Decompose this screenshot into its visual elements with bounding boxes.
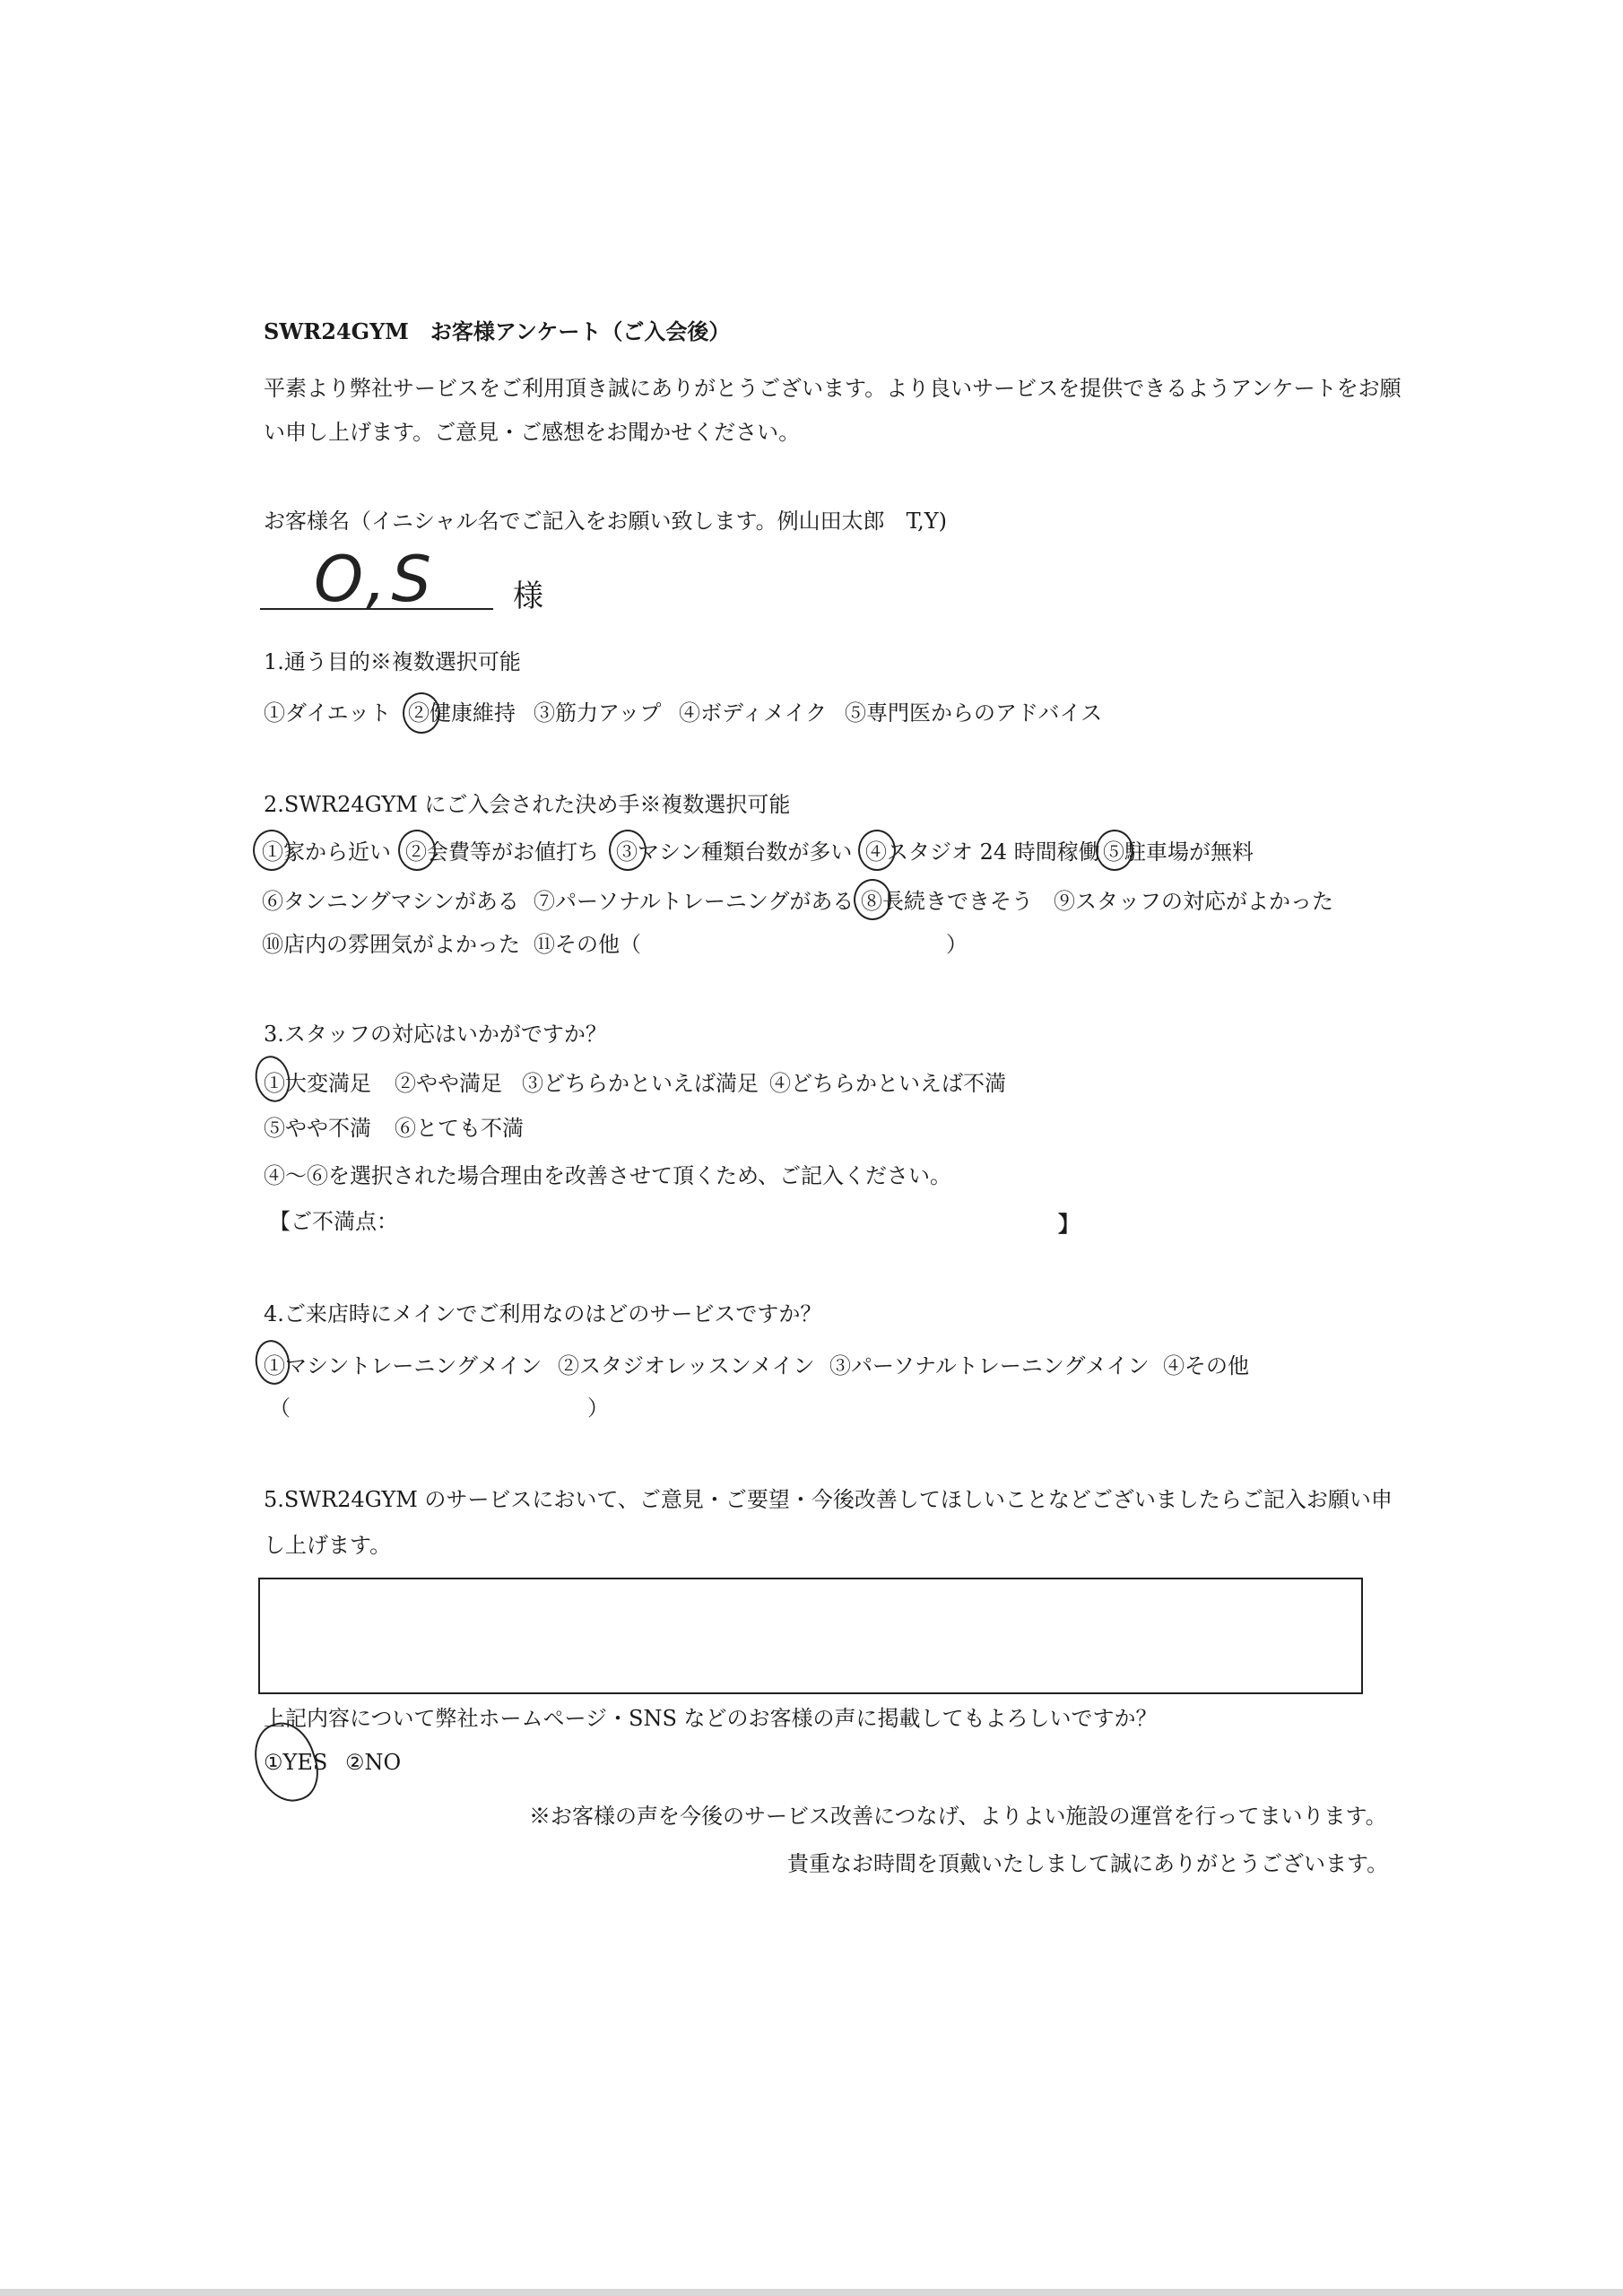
q4-title: 4.ご来店時にメインでご利用なのはどのサービスですか？ bbox=[264, 1301, 822, 1326]
name-underline bbox=[260, 608, 493, 610]
q3-option-2: ②やや満足 bbox=[395, 1071, 502, 1096]
q4-option-2: ②スタジオレッスンメイン bbox=[558, 1353, 815, 1378]
consent-question: 上記内容について弊社ホームページ・SNS などのお客様の声に掲載してもよろしいですか？ bbox=[264, 1706, 1158, 1731]
q1-option-3: ③筋力アップ bbox=[534, 700, 662, 726]
q2-option-3: ③マシン種類台数が多い bbox=[616, 839, 853, 865]
intro-line-1: 平素より弊社サービスをご利用頂き誠にありがとうございます。より良いサービスを提供できるようアンケートをお願 bbox=[264, 376, 1402, 401]
q3-complaint-close: 】 bbox=[1058, 1211, 1080, 1237]
q5-title-line-1: 5.SWR24GYM のサービスにおいて、ご意見・ご要望・今後改善してほしいことなどございましたらご記入お願い申 bbox=[264, 1487, 1393, 1512]
q3-option-3: ③どちらかといえば満足 bbox=[522, 1071, 759, 1096]
q5-title-line-2: し上げます。 bbox=[264, 1533, 392, 1558]
name-label: お客様名（イニシャル名でご記入をお願い致します。例山田太郎 T,Y) bbox=[264, 509, 947, 534]
q2-option-1: ①家から近い bbox=[262, 839, 391, 865]
q1-option-1: ①ダイエット bbox=[264, 700, 392, 726]
intro-line-2: い申し上げます。ご意見・ご感想をお聞かせください。 bbox=[264, 420, 801, 445]
consent-no: ②NO bbox=[345, 1750, 402, 1775]
q2-title: 2.SWR24GYM にご入会された決め手※複数選択可能 bbox=[264, 792, 791, 817]
q3-option-1: ①大変満足 bbox=[264, 1071, 371, 1096]
q3-title: 3.スタッフの対応はいかがですか？ bbox=[264, 1022, 607, 1047]
scan-edge bbox=[0, 2289, 1623, 2296]
q2-option-11: ⑪その他（ bbox=[534, 932, 641, 957]
q2-option-9: ⑨スタッフの対応がよかった bbox=[1054, 889, 1333, 914]
survey-title: SWR24GYM お客様アンケート（ご入会後） bbox=[264, 318, 731, 344]
q2-option-4: ④スタジオ 24 時間稼働 bbox=[865, 839, 1100, 865]
footer-line-1: ※お客様の声を今後のサービス改善につなげ、よりよい施設の運営を行ってまいります。 bbox=[529, 1804, 1387, 1829]
q2-option-10: ⑩店内の雰囲気がよかった bbox=[262, 932, 520, 957]
q2-other-close: ） bbox=[946, 932, 968, 957]
comment-box[interactable] bbox=[258, 1578, 1363, 1694]
q4-option-3: ③パーソナルトレーニングメイン bbox=[829, 1353, 1150, 1378]
q2-option-7: ⑦パーソナルトレーニングがある bbox=[534, 889, 855, 914]
consent-yes: ①YES bbox=[264, 1750, 328, 1775]
q1-option-2: ②健康維持 bbox=[408, 700, 516, 726]
q4-option-1: ①マシントレーニングメイン bbox=[264, 1353, 542, 1378]
q4-other-close: ） bbox=[587, 1396, 609, 1421]
q2-option-5: ⑤駐車場が無料 bbox=[1103, 839, 1254, 865]
q1-title: 1.通う目的※複数選択可能 bbox=[264, 649, 521, 674]
q4-option-4: ④その他 bbox=[1163, 1353, 1249, 1378]
q3-option-5: ⑤やや不満 bbox=[264, 1116, 371, 1141]
name-suffix: 様 bbox=[513, 578, 543, 614]
q3-complaint-label: 【ご不満点： bbox=[269, 1209, 398, 1234]
q4-other-open: （ bbox=[269, 1396, 291, 1421]
q1-option-5: ⑤専門医からのアドバイス bbox=[845, 700, 1103, 726]
q3-option-4: ④どちらかといえば不満 bbox=[769, 1071, 1006, 1096]
q2-option-2: ②会費等がお値打ち bbox=[405, 839, 599, 865]
handwritten-name: O,S bbox=[314, 543, 437, 616]
q1-option-4: ④ボディメイク bbox=[679, 700, 828, 726]
q3-note: ④～⑥を選択された場合理由を改善させて頂くため、ご記入ください。 bbox=[264, 1163, 952, 1188]
q3-option-6: ⑥とても不満 bbox=[395, 1116, 524, 1141]
q2-option-6: ⑥タンニングマシンがある bbox=[262, 889, 519, 914]
footer-line-2: 貴重なお時間を頂戴いたしまして誠にありがとうございます。 bbox=[787, 1851, 1389, 1876]
q2-option-8: ⑧長続きできそう bbox=[861, 889, 1033, 914]
